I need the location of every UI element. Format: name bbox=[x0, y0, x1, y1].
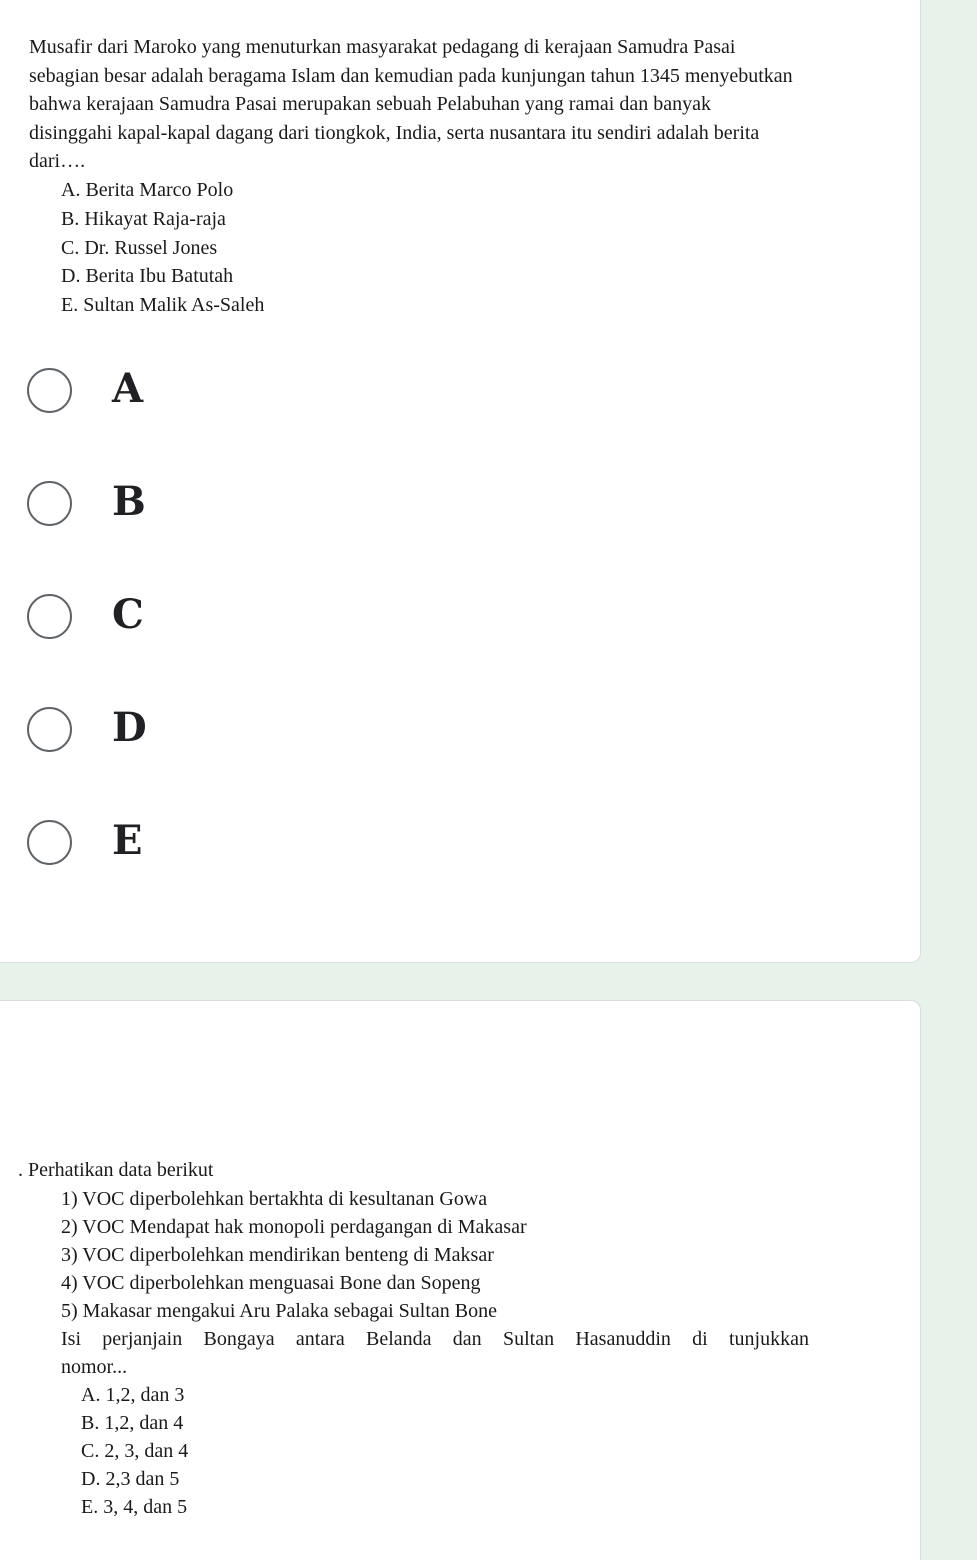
radio-choice-label: B bbox=[112, 478, 146, 525]
question-2-prompt-continued: nomor... bbox=[61, 1356, 128, 1378]
radio-choice-e[interactable] bbox=[27, 817, 327, 870]
radio-choice-label: E bbox=[112, 817, 143, 864]
question-2-options bbox=[81, 1381, 188, 1521]
question-2-option-e: E. 3, 4, dan 5 bbox=[81, 1496, 188, 1518]
question-2-option-b: B. 1,2, dan 4 bbox=[81, 1412, 184, 1434]
radio-choice-b[interactable] bbox=[27, 478, 327, 531]
list-item: 4) VOC diperbolehkan menguasai Bone dan Sopeng bbox=[61, 1272, 481, 1294]
radio-choice-d[interactable] bbox=[27, 704, 327, 757]
question-1-option-e: E. Sultan Malik As-Saleh bbox=[61, 294, 265, 317]
radio-choice-a[interactable] bbox=[27, 365, 327, 418]
radio-choice-label: D bbox=[112, 704, 147, 751]
radio-choice-c[interactable] bbox=[27, 591, 327, 644]
radio-button-icon[interactable] bbox=[27, 707, 72, 752]
question-2-data-list bbox=[61, 1185, 527, 1325]
question-1-text: Musafir dari Maroko yang menuturkan masyarakat pedagang di kerajaan Samudra Pasai sebagian besar adalah beragama Islam dan kemudian pada kunjungan tahun 1345 menyebutkan bahwa kerajaan Samudra Pasai merupakan sebuah Pelabuhan yang ramai dan banyak disinggahi kapal-kapal dagang dari tiongkok, India, serta nusantara itu sendiri adalah berita dari…. bbox=[29, 36, 793, 173]
question-2-prompt: Isi perjanjain Bongaya antara Belanda dan Sultan Hasanuddin di tunjukkan bbox=[61, 1328, 809, 1350]
question-2-heading: . Perhatikan data berikut bbox=[18, 1159, 214, 1181]
list-item: 1) VOC diperbolehkan bertakhta di kesultanan Gowa bbox=[61, 1188, 488, 1210]
question-1-option-d: D. Berita Ibu Batutah bbox=[61, 265, 234, 288]
radio-button-icon[interactable] bbox=[27, 481, 72, 526]
question-2-option-d: D. 2,3 dan 5 bbox=[81, 1468, 180, 1490]
radio-button-icon[interactable] bbox=[27, 368, 72, 413]
radio-button-icon[interactable] bbox=[27, 594, 72, 639]
radio-choice-label: C bbox=[112, 591, 144, 638]
question-1-options bbox=[61, 176, 264, 320]
list-item: 2) VOC Mendapat hak monopoli perdagangan di Makasar bbox=[61, 1216, 527, 1238]
list-item: 5) Makasar mengakui Aru Palaka sebagai Sultan Bone bbox=[61, 1300, 497, 1322]
question-2-option-a: A. 1,2, dan 3 bbox=[81, 1384, 185, 1406]
radio-button-icon[interactable] bbox=[27, 820, 72, 865]
question-1-option-b: B. Hikayat Raja-raja bbox=[61, 207, 226, 230]
list-item: 3) VOC diperbolehkan mendirikan benteng di Maksar bbox=[61, 1244, 494, 1266]
question-2-option-c: C. 2, 3, dan 4 bbox=[81, 1440, 189, 1462]
question-1-option-c: C. Dr. Russel Jones bbox=[61, 236, 218, 259]
radio-choice-label: A bbox=[112, 365, 144, 412]
question-1-option-a: A. Berita Marco Polo bbox=[61, 179, 234, 201]
